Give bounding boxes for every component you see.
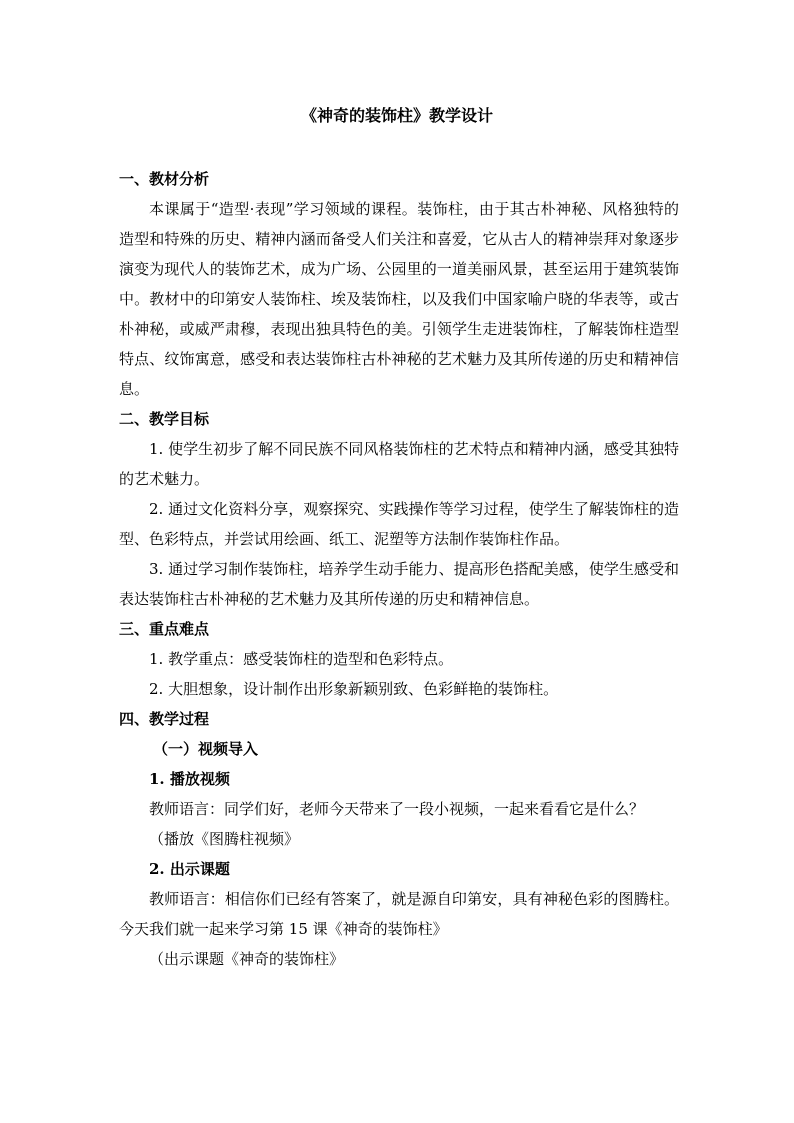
section-heading-process: 四、教学过程 xyxy=(119,710,210,728)
section-heading-analysis: 一、教材分析 xyxy=(119,170,210,188)
section-heading-key-points: 三、重点难点 xyxy=(119,620,210,638)
step-heading-show-topic: 2. 出示课题 xyxy=(149,860,230,878)
objective-item-3: 3. 通过学习制作装饰柱，培养学生动手能力、提高形色搭配美感，使学生感受和表达装饰柱古朴神秘的艺术魅力及其所传递的历史和精神信息。 xyxy=(119,560,679,608)
document-body xyxy=(119,164,679,974)
analysis-paragraph: 本课属于“造型·表现”学习领域的课程。装饰柱，由于其古朴神秘、风格独特的造型和特殊的历史、精神内涵而备受人们关注和喜爱，它从古人的精神崇拜对象逐步演变为现代人的装饰艺术，成为广场、公园里的一道美丽风景，甚至运用于建筑装饰中。教材中的印第安人装饰柱、埃及装饰柱，以及我们中国家喻户晓的华表等，或古朴神秘，或威严肃穆，表现出独具特色的美。引领学生走进装饰柱，了解装饰柱造型特点、纹饰寓意，感受和表达装饰柱古朴神秘的艺术魅力及其所传递的历史和精神信息。 xyxy=(119,200,679,398)
step-text-show-topic: 教师语言：相信你们已经有答案了，就是源自印第安，具有神秘色彩的图腾柱。今天我们就一起来学习第 15 课《神奇的装饰柱》 xyxy=(119,890,679,938)
step-note-show-topic: （出示课题《神奇的装饰柱》 xyxy=(149,950,345,968)
key-point-item-1: 1. 教学重点：感受装饰柱的造型和色彩特点。 xyxy=(149,650,454,668)
key-point-item-2: 2. 大胆想象，设计制作出形象新颖别致、色彩鲜艳的装饰柱。 xyxy=(149,680,559,698)
objective-item-2: 2. 通过文化资料分享，观察探究、实践操作等学习过程，使学生了解装饰柱的造型、色彩特点，并尝试用绘画、纸工、泥塑等方法制作装饰柱作品。 xyxy=(119,500,679,548)
section-heading-objectives: 二、教学目标 xyxy=(119,410,210,428)
objective-item-1: 1. 使学生初步了解不同民族不同风格装饰柱的艺术特点和精神内涵，感受其独特的艺术魅力。 xyxy=(119,440,679,488)
step-text-play-video: 教师语言：同学们好，老师今天带来了一段小视频，一起来看看它是什么？ xyxy=(149,800,645,818)
step-note-play-video: （播放《图腾柱视频》 xyxy=(149,830,300,848)
process-part-heading: （一）视频导入 xyxy=(153,740,259,758)
document-title: 《神奇的装饰柱》教学设计 xyxy=(300,106,493,125)
step-heading-play-video: 1. 播放视频 xyxy=(149,770,230,788)
